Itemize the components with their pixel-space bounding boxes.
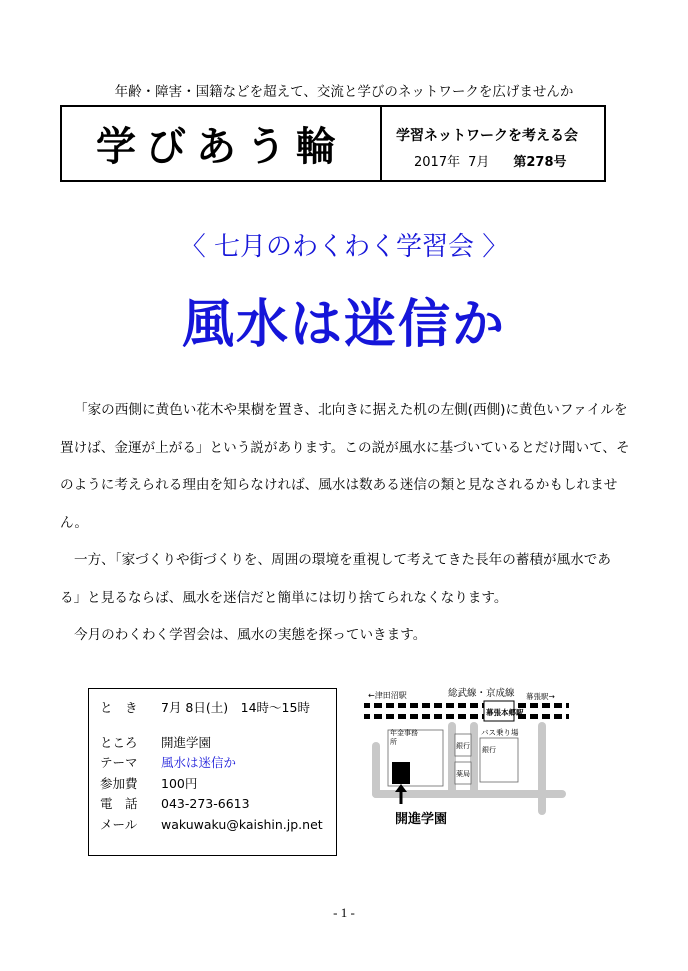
- event-info-box: [88, 688, 337, 856]
- organization-name: 学習ネットワークを考える会: [396, 128, 578, 144]
- office-label: 年金事務所: [390, 729, 418, 746]
- info-label: ところ: [100, 734, 138, 750]
- masthead-title-box: [62, 107, 382, 180]
- info-row-fee: [100, 774, 336, 795]
- destination-label: 開進学園: [395, 812, 448, 827]
- paragraph-2: 一方、「家づくりや街づくりを、周囲の環境を重視して考えてきた長年の蓄積が風水である」と見るならば、風水を迷信だと簡単には切り捨てられなくなります。: [60, 552, 611, 606]
- left-station-label: ←津田沼駅: [368, 691, 407, 700]
- info-label: 電 話: [100, 796, 138, 811]
- access-map: [362, 686, 572, 831]
- info-value: 風水は迷信か: [161, 755, 237, 770]
- issue-number: 第278号: [513, 155, 567, 170]
- info-label: メール: [100, 816, 138, 832]
- info-label: テーマ: [100, 755, 138, 770]
- article-body: [60, 392, 630, 655]
- info-row-phone: [100, 794, 336, 815]
- destination-marker: [392, 762, 410, 784]
- issue-year: 2017年: [414, 155, 461, 170]
- event-headline: 風水は迷信か: [181, 295, 506, 355]
- pharmacy-label: 薬局: [456, 770, 470, 778]
- info-value: wakuwaku@kaishin.jp.net: [161, 816, 323, 832]
- paragraph-3: 今月のわくわく学習会は、風水の実態を探っていきます。: [74, 627, 427, 643]
- office-label-box: [390, 729, 420, 753]
- building-bank2: [480, 738, 518, 782]
- bus-stop-label: バス乗り場: [481, 728, 519, 737]
- page-number: - 1 -: [333, 905, 355, 920]
- info-label: と き: [100, 700, 138, 715]
- info-row-email: [100, 815, 336, 836]
- info-label: 参加費: [100, 775, 138, 791]
- bank1-label: 銀行: [456, 742, 470, 750]
- event-subtitle: 〈 七月のわくわく学習会 〉: [179, 232, 509, 262]
- issue-line: [396, 151, 604, 170]
- info-value: 100円: [161, 775, 198, 791]
- railway: [364, 701, 569, 721]
- newsletter-title: 学びあう輪: [96, 123, 346, 170]
- line-name-label: 総武線・京成線: [448, 688, 515, 699]
- right-station-label: 幕張駅→: [526, 692, 555, 701]
- info-value: 7月 8日(土) 14時～15時: [161, 700, 310, 715]
- paragraph-1: 「家の西側に黄色い花木や果樹を置き、北向きに据えた机の左側(西側)に黄色いファイルを置けば、金運が上がる」という説があります。この説が風水に基づいているとだけ聞いて、そのように考えられる理由を知らなければ、風水は数ある迷信の類と見なされるかもしれません。: [60, 402, 630, 531]
- info-value: 開進学園: [161, 734, 212, 750]
- masthead-info: [382, 107, 604, 180]
- tagline: 年齢・障害・国籍などを超えて、交流と学びのネットワークを広げませんか: [114, 84, 574, 100]
- info-row-place: [100, 733, 336, 754]
- info-value: 043-273-6613: [161, 796, 250, 811]
- issue-month: 7月: [468, 155, 490, 170]
- main-station-label: 幕張本郷駅: [486, 708, 524, 717]
- info-row-time: [100, 698, 336, 719]
- bank2-label: 銀行: [482, 746, 496, 754]
- info-row-theme: [100, 753, 336, 774]
- masthead: [60, 105, 606, 182]
